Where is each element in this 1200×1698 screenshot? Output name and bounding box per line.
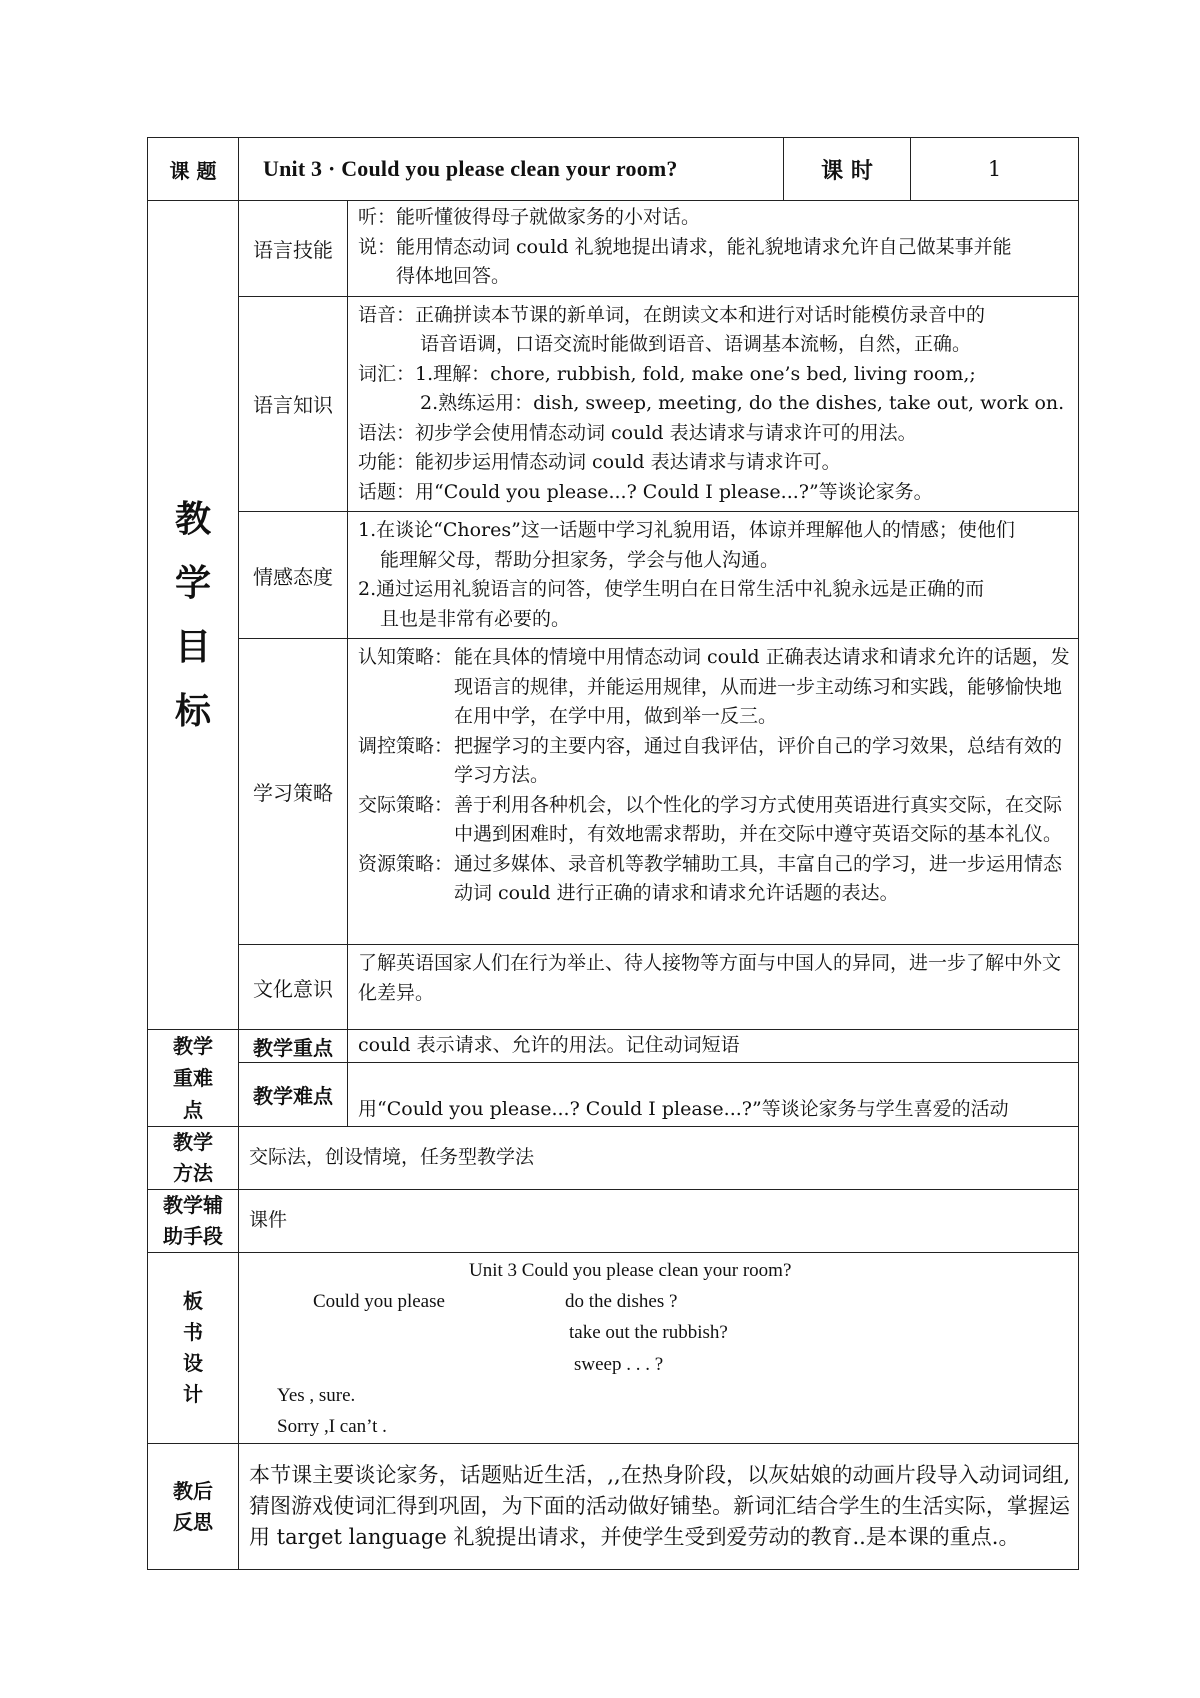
cognitive-text: 能在具体的情境中用情态动词 could 正确表达请求和请求允许的话题，发现语言的规律，并能运用规律，从而进一步主动练习和实践，能够愉快地在用中学，在学中用，做到举一反三。: [454, 646, 1070, 727]
lesson-plan-table: [147, 137, 1079, 1570]
aids-content: 课件: [239, 1190, 1079, 1253]
header-row: [148, 138, 1079, 201]
control-key: 调控策略：: [358, 734, 454, 757]
objectives-char: 学: [174, 562, 211, 604]
board-char: 板: [183, 1289, 203, 1313]
board-row: [148, 1253, 1079, 1444]
knowledge-label: 语言知识: [239, 296, 348, 512]
board-title: Unit 3 Could you please clean your room?: [469, 1260, 792, 1281]
topic-label: 课 题: [148, 138, 239, 201]
vocabulary-line: 2.熟练运用：dish, sweep, meeting, do the dishes, take out, work on.: [420, 392, 1065, 414]
skills-content: [348, 201, 1079, 297]
control-strategy: [358, 732, 1070, 791]
objectives-char: 目: [174, 626, 211, 668]
culture-label: 文化意识: [239, 945, 348, 1030]
period-value: 1: [911, 138, 1079, 201]
board-char: 计: [183, 1382, 203, 1406]
resource-text: 通过多媒体、录音机等教学辅助工具，丰富自己的学习，进一步运用情态动词 could 进行正确的请求和请求允许话题的表达。: [454, 852, 1063, 904]
skills-line: 说：能用情态动词 could 礼貌地提出请求，能礼貌地请求允许自己做某事并能: [358, 235, 1012, 258]
board-item: take out the rubbish?: [569, 1322, 728, 1343]
board-answer: Sorry ,I can’t .: [277, 1416, 387, 1437]
board-item: sweep . . . ?: [574, 1354, 664, 1375]
control-text: 把握学习的主要内容，通过自我评估，评价自己的学习效果，总结有效的学习方法。: [454, 734, 1063, 786]
communication-key: 交际策略：: [358, 793, 454, 816]
lesson-plan-sheet: [147, 137, 1078, 1570]
board-char: 书: [183, 1320, 203, 1344]
skills-line: 得体地回答。: [396, 265, 511, 287]
attitude-row: [148, 512, 1079, 639]
focus-row: [148, 1030, 1079, 1063]
strategy-label: 学习策略: [239, 639, 348, 945]
knowledge-content: [348, 296, 1079, 512]
board-label: [148, 1253, 239, 1444]
keypoints-label-text: 教学重难点: [173, 1034, 213, 1122]
reflection-label: [148, 1444, 239, 1570]
strategy-row: [148, 639, 1079, 945]
reflection-row: [148, 1444, 1079, 1570]
method-row: [148, 1127, 1079, 1190]
cognitive-key: 认知策略：: [358, 646, 454, 668]
board-answer: Yes , sure.: [277, 1385, 356, 1406]
focus-content: could 表示请求、允许的用法。记住动词短语: [348, 1030, 1079, 1063]
board-content: [239, 1253, 1079, 1444]
attitude-line: 2.通过运用礼貌语言的问答，使学生明白在日常生活中礼貌永远是正确的而: [358, 578, 985, 600]
attitude-line: 且也是非常有必要的。: [380, 607, 571, 630]
culture-content: 了解英语国家人们在行为举止、待人接物等方面与中国人的异同，进一步了解中外文化差异。: [348, 945, 1079, 1030]
focus-label: 教学重点: [239, 1030, 348, 1063]
reflection-content: 本节课主要谈论家务，话题贴近生活，,,在热身阶段，以灰姑娘的动画片段导入动词词组,猜图游戏使词汇得到巩固，为下面的活动做好铺垫。新词汇结合学生的生活实际，掌握运用 target language 礼貌提出请求，并使学生受到爱劳动的教育..是本课的重点.。: [239, 1444, 1079, 1570]
attitude-line: 能理解父母，帮助分担家务，学会与他人沟通。: [380, 548, 780, 571]
topic-line: 话题：用“Could you please...? Could I please...?”等谈论家务。: [358, 480, 933, 503]
method-label-text: 教学方法: [173, 1130, 213, 1185]
difficulty-row: [148, 1063, 1079, 1127]
board-char: 设: [183, 1351, 203, 1375]
objectives-char: 标: [174, 690, 211, 732]
attitude-line: 1.在谈论“Chores”这一话题中学习礼貌用语，体谅并理解他人的情感；使他们: [358, 519, 1015, 541]
attitude-content: [348, 512, 1079, 639]
board-item: do the dishes ?: [565, 1291, 678, 1312]
method-label: [148, 1127, 239, 1190]
objectives-char: 教: [174, 498, 211, 540]
resource-strategy: [358, 850, 1070, 909]
lesson-title: Unit 3 · Could you please clean your room?: [239, 138, 784, 201]
aids-label: [148, 1190, 239, 1253]
knowledge-row: [148, 296, 1079, 512]
board-lead: Could you please: [313, 1291, 445, 1312]
aids-label-text: 教学辅助手段: [163, 1193, 223, 1248]
strategy-content: [348, 639, 1079, 945]
reflection-label-text: 教后反思: [173, 1478, 213, 1534]
keypoints-label: [148, 1030, 239, 1127]
objectives-label: [148, 201, 239, 1030]
communication-strategy: [358, 791, 1070, 850]
pronunciation-line: 语音：正确拼读本节课的新单词，在朗读文本和进行对话时能模仿录音中的: [358, 303, 986, 326]
cognitive-strategy: [358, 643, 1070, 732]
resource-key: 资源策略：: [358, 852, 454, 875]
skills-row: [148, 201, 1079, 297]
vocabulary-line: 词汇：1.理解：chore, rubbish, fold, make one’s bed, living room,;: [358, 362, 976, 385]
difficulty-content: 用“Could you please...? Could I please...?”等谈论家务与学生喜爱的活动: [348, 1063, 1079, 1127]
communication-text: 善于利用各种机会，以个性化的学习方式使用英语进行真实交际，在交际中遇到困难时，有效地需求帮助，并在交际中遵守英语交际的基本礼仪。: [454, 793, 1063, 845]
attitude-label: 情感态度: [239, 512, 348, 639]
method-content: 交际法，创设情境，任务型教学法: [239, 1127, 1079, 1190]
difficulty-label: 教学难点: [239, 1063, 348, 1127]
skills-line: 听：能听懂彼得母子就做家务的小对话。: [358, 206, 701, 228]
grammar-line: 语法：初步学会使用情态动词 could 表达请求与请求许可的用法。: [358, 421, 917, 444]
skills-label: 语言技能: [239, 201, 348, 297]
function-line: 功能：能初步运用情态动词 could 表达请求与请求许可。: [358, 451, 841, 473]
period-label: 课 时: [784, 138, 911, 201]
pronunciation-line: 语音语调，口语交流时能做到语音、语调基本流畅，自然，正确。: [420, 333, 972, 355]
culture-row: [148, 945, 1079, 1030]
aids-row: [148, 1190, 1079, 1253]
